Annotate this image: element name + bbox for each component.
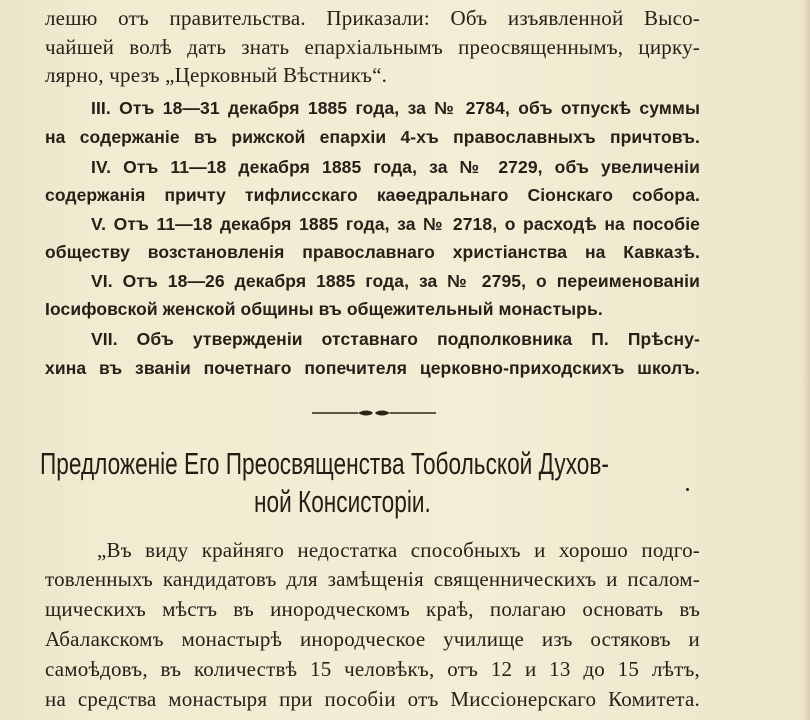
- text-line: на средства монастыря при пособіи отъ Миссіонерскаго Комитета.: [45, 687, 700, 711]
- item-III-line-1: III. Отъ 18—31 декабря 1885 года, за № 2784, объ отпускѣ суммы: [91, 98, 700, 118]
- page-edge-shadow: [802, 0, 810, 720]
- item-III-line-2: на содержаніе въ рижской епархіи 4-хъ православныхъ причтовъ.: [45, 127, 700, 147]
- item-VI-line-1: VI. Отъ 18—26 декабря 1885 года, за № 2795, о переименованіи: [91, 271, 700, 291]
- text-line: самоѣдовъ, въ количествѣ 15 человѣкъ, отъ 12 и 13 до 15 лѣтъ,: [45, 657, 700, 681]
- section-heading-line-2: ной Консисторіи.: [254, 485, 431, 519]
- item-VII-line-1: VII. Объ утвержденіи отставнаго подполковника П. Прѣсну-: [91, 329, 700, 349]
- text-line: лярно, чрезъ „Церковный Вѣстникъ“.: [45, 63, 388, 87]
- text-line: щическихъ мѣстъ въ инородческомъ краѣ, полагаю основать въ: [45, 597, 700, 621]
- text-line: чайшей волѣ дать знать епархіальнымъ преосвященнымъ, цирку-: [45, 35, 700, 59]
- ink-speck: [686, 488, 689, 491]
- item-IV-line-1: IV. Отъ 11—18 декабря 1885 года, за № 2729, объ увеличеніи: [91, 157, 700, 177]
- text-line: „Въ виду крайняго недостатка способныхъ и хорошо подго-: [97, 538, 700, 562]
- item-VI-line-2: Іосифовской женской общины въ общежительный монастырь.: [45, 299, 603, 319]
- decorative-divider: [312, 407, 436, 419]
- item-V-line-2: обществу возстановленія православнаго христіанства на Кавказѣ.: [45, 242, 700, 262]
- section-heading-line-1: Предложеніе Его Преосвященства Тобольской Духов-: [40, 447, 609, 481]
- text-line: товленныхъ кандидатовъ для замѣщенія священническихъ и псалом-: [45, 567, 700, 591]
- item-IV-line-2: содержанія причту тифлисскаго каѳедральнаго Сіонскаго собора.: [45, 185, 700, 205]
- item-VII-line-2: хина въ званіи почетнаго попечителя церковно-приходскихъ школъ.: [45, 358, 700, 378]
- text-line: Абалакскомъ монастырѣ инородческое училище изъ остяковъ и: [45, 627, 700, 651]
- text-line: лешю отъ правительства. Приказали: Объ изъявленной Высо-: [45, 6, 700, 30]
- item-V-line-1: V. Отъ 11—18 декабря 1885 года, за № 2718, о расходѣ на пособіе: [91, 214, 700, 234]
